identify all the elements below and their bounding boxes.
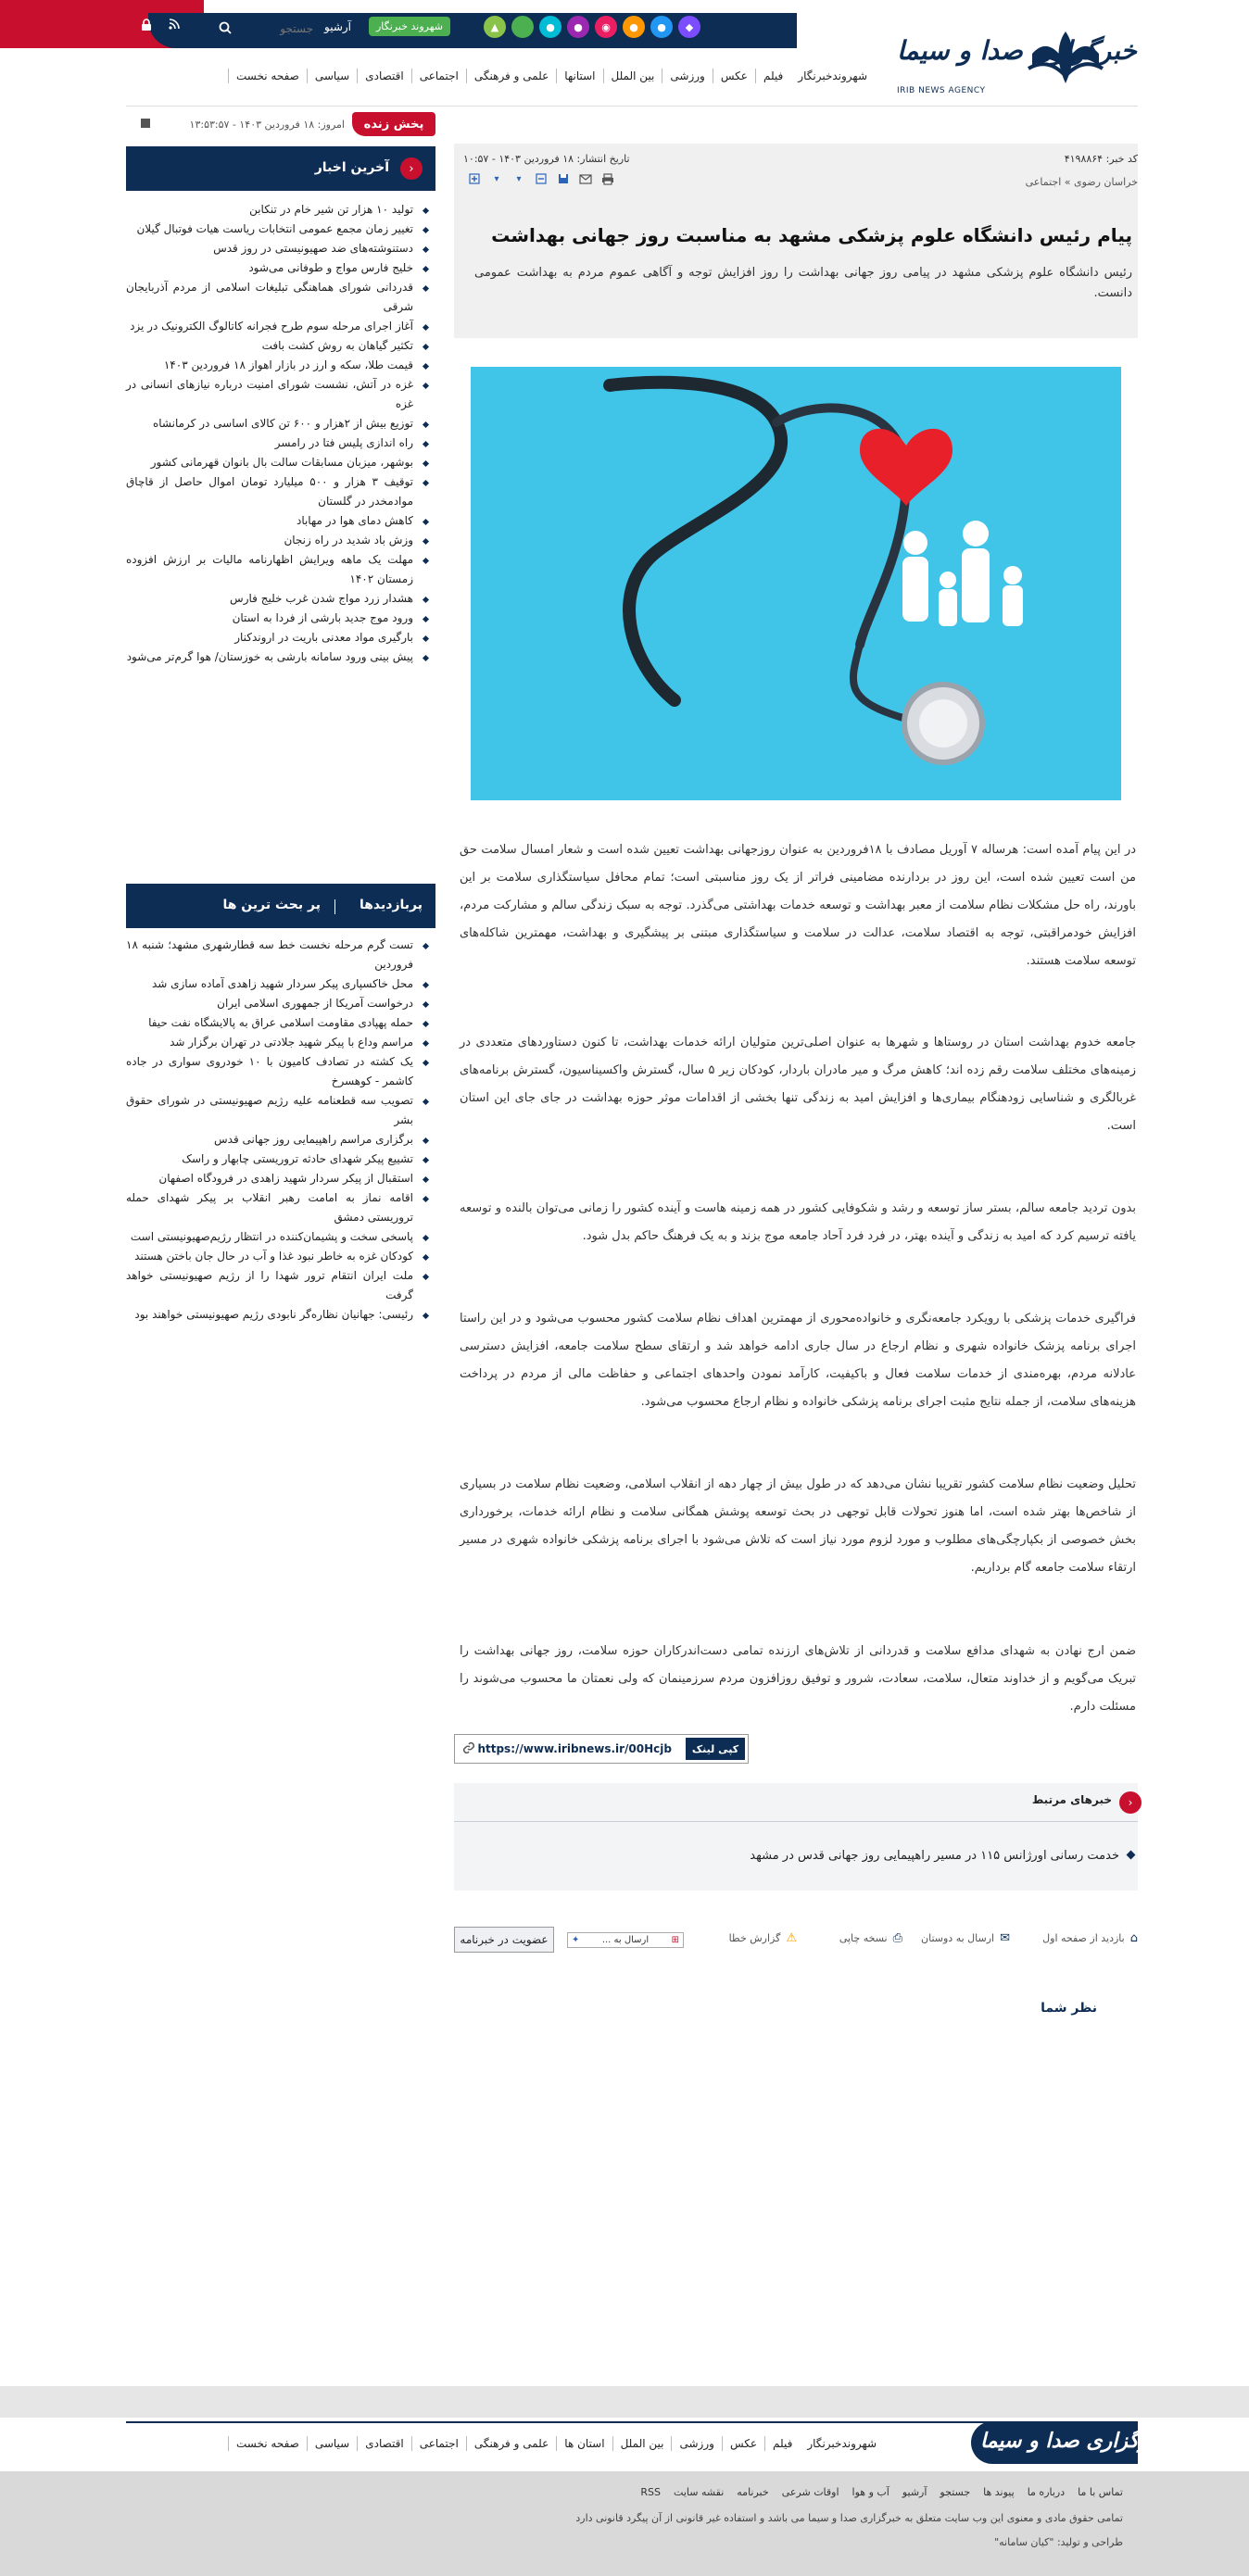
breadcrumb[interactable]: خراسان رضوی » اجتماعی [1025,176,1138,188]
related-divider [454,1821,1138,1822]
plus-icon: ⊞ [671,1935,679,1945]
popular-news-item[interactable]: ملت ایران انتقام ترور شهدا را از رژیم صهیونیستی خواهد گرفت [126,1266,435,1305]
copy-link-button[interactable]: کپی لینک [686,1738,745,1760]
footer-nav-politics[interactable]: سیاسی [307,2436,357,2451]
nav-social[interactable]: اجتماعی [411,69,466,83]
print-version-link[interactable] [839,1931,902,1945]
footer-nav-citizen-reporter[interactable]: شهروندخبرنگار [807,2437,877,2450]
popular-news-item[interactable]: تست گرم مرحله نخست خط سه قطارشهری مشهد؛ شنبه ۱۸ فروردین [126,936,435,974]
home-icon: ⌂ [1129,1931,1138,1945]
footer-design-credit: طراحی و تولید: "کیان سامانه" [994,2536,1123,2548]
nav-provinces[interactable]: استانها [556,69,602,83]
article-title: پیام رئیس دانشگاه علوم پزشکی مشهد به مناسبت روز جهانی بهداشت [491,224,1132,246]
popular-news-item[interactable]: مراسم وداع با پیکر شهید جلادتی در تهران برگزار شد [126,1033,435,1052]
citizen-reporter-button[interactable]: شهروند خبرنگار [369,17,450,36]
latest-news-list [126,200,435,667]
send-to-friends-label: ارسال به دوستان [921,1932,995,1944]
latest-news-item[interactable]: بوشهر، میزبان مسابقات سالت بال بانوان قهرمانی کشور [126,453,435,472]
link-icon[interactable] [462,1741,475,1758]
apple-icon[interactable] [511,16,534,38]
popular-news-item[interactable]: حمله پهپادی مقاومت اسلامی عراق به پالایشگاه نفت حیفا [126,1013,435,1033]
nav-international[interactable]: بین الملل [603,69,662,83]
footer-copyright: تمامی حقوق مادی و معنوی این وب سایت متعلق به خبرگزاری صدا و سیما می باشد و استفاده غیر قانونی از آن پیگرد قانونی دارد [575,2512,1123,2524]
latest-news-item[interactable]: هشدار زرد مواج شدن غرب خلیج فارس [126,589,435,609]
clock-icon [141,119,150,128]
print-version-label: نسخه چاپی [839,1932,888,1944]
app-icon-1[interactable]: ◆ [678,16,700,38]
publish-date: تاریخ انتشار: ۱۸ فروردین ۱۴۰۳ - ۱۰:۵۷ [463,153,630,165]
newsletter-join-button[interactable]: عضویت در خبرنامه [454,1927,554,1953]
article-lead: رئیس دانشگاه علوم پزشکی مشهد در پیامی روز جهانی بهداشت را روز افزایش توجه و آگاهی عموم مردم به بهداشت عمومی دانست. [474,266,1132,300]
latest-news-item[interactable]: آغاز اجرای مرحله سوم طرح فجرانه کاتالوگ الکترونیک در یزد [126,317,435,336]
print-icon[interactable] [600,172,615,185]
footer-links [640,2486,1123,2498]
popular-news-item[interactable]: تشییع پیکر شهدای حادثه تروریستی چابهار و راسک [126,1150,435,1169]
save-icon[interactable] [556,172,571,185]
font-default-icon[interactable]: ▾ [516,173,522,184]
nav-citizen-reporter[interactable]: شهروندخبرنگار [798,69,867,82]
email-icon[interactable] [578,172,593,185]
short-link-box [454,1734,749,1764]
font-size-icon[interactable]: ▾ [494,173,499,184]
article-tools [467,172,615,185]
latest-news-item[interactable]: غزه در آتش، نشست شورای امنیت درباره نیازهای انسانی در غزه [126,375,435,414]
footer-nav-provinces[interactable]: استان ها [556,2436,612,2451]
popular-news-item[interactable]: رئیسی: جهانیان نظاره‌گر نابودی رژیم صهیونیستی خواهند بود [126,1305,435,1325]
nav-sports[interactable]: ورزشی [662,69,712,83]
footer-logo[interactable]: خبرگزاری صدا و سیما [980,2429,1169,2453]
footer-link[interactable]: اوقات شرعی [781,2486,839,2498]
app-icon-5[interactable]: ● [567,16,589,38]
article-paragraph: فراگیری خدمات پزشکی با رویکرد جامعه‌نگری و خانواده‌محوری از مهمترین اهداف نظام سلامت کشور محسوب می‌شود و در این راستا اجرای برنامه پزشک خانواده شهری و نظام ارجاع در سال جاری ادامه خواهد شد و ارتقای سطح سلامت جامعه، افزایش دسترسی عادلانه مردم، بهره‌مندی از خدمات سلامت فعال و باکیفیت، کارآمد نمودن واحدهای اجتماعی و حفاظت مالی از مردم در پرداخت هزینه‌های سلامت، از جمله نتایج مثبت اجرای برنامه پزشکی خانواده و نظام ارجاع محسوب می‌شود. [460,1312,1136,1409]
latest-news-item[interactable]: ورود موج جدید بارشی از فردا به استان [126,609,435,628]
nav-divider [126,106,1138,107]
popular-news-item[interactable]: استقبال از پیکر سردار شهید زاهدی در فرودگاه اصفهان [126,1169,435,1188]
popular-news-item[interactable]: محل خاکسپاری پیکر سردار شهید زاهدی آماده سازی شد [126,974,435,994]
archive-link[interactable]: آرشیو [324,20,352,33]
logo-title[interactable]: خبرگزاری صدا و سیما [897,35,1137,66]
footer-nav-social[interactable]: اجتماعی [411,2436,466,2451]
latest-news-header [126,146,435,191]
footer-link[interactable]: پیوند ها [983,2486,1015,2498]
article-paragraph: ضمن ارج نهادن به شهدای مدافع سلامت و قدردانی از تلاش‌های ارزنده تمامی دست‌اندرکاران حوزه سلامت، روز جهانی بهداشت را تبریک می‌گویم و از خداوند متعال، سلامت، سعادت، شرور و توفیق روزافزون مردم سرزمینمان که ولی نعمتان ما محسوب می‌شوند را مسئلت دارم. [460,1644,1136,1714]
popular-news-item[interactable]: درخواست آمریکا از جمهوری اسلامی ایران [126,994,435,1013]
latest-news-item[interactable]: تکثیر گیاهان به روش کشت بافت [126,336,435,356]
footer-nav [228,2436,884,2451]
search-icon[interactable] [219,20,232,38]
footer-link[interactable]: تماس با ما [1078,2486,1123,2498]
app-icon-4[interactable]: ◉ [595,16,617,38]
nav-politics[interactable]: سیاسی [307,69,357,83]
article-paragraph: بدون تردید جامعه سالم، بستر ساز توسعه و رشد و شکوفایی کشور در همه زمینه هاست و آینده کشور را زمانی می‌توان بالنده و توسعه یافته ترسیم کرد که امید به زندگی و آینده بهتر، در فرد فرد آحاد جامعه موج بزند و به یک فرهنگ حاکم بدل شود. [460,1201,1136,1243]
related-news-item[interactable]: خدمت رسانی اورژانس ۱۱۵ در مسیر راهپیمایی روز جهانی قدس در مشهد [750,1849,1119,1863]
print-icon: ⎙ [892,1931,902,1945]
popular-news-list [126,936,435,1325]
footer-link[interactable]: نقشه سایت [674,2486,725,2498]
short-link-url[interactable]: https://www.iribnews.ir/00Hcjb [477,1742,672,1755]
article-paragraph: در این پیام آمده است: هرساله ۷ آوریل مصادف با ۱۸فروردین به عنوان روزجهانی بهداشت تعیین شده است و شعار امسال سلامت حق من است تعیین شده است، این روز در بردارنده مضامینی فراتر از یک روز مناسبتی است؛ تمام محافل سیاستگذاری سلامت بر این باورند، راه حل مشکلات نظام سلامت از معبر بهداشت و توسعه خدمات بهداشتی می‌گذرد. توجه به سبک زندگی سالم و مشارکت مردم، افزایش خودمراقبتی، توجه به اقتصاد سلامت، عدالت در سلامت و سیاستگذاری مبتنی بر پیشگیری و بهداشت، مهمترین شاکله‌های توسعه سلامت هستند. [460,843,1137,968]
popular-news-item[interactable]: پاسخی سخت و پشیمان‌کننده در انتظار رژیم‌صهیونیستی است [126,1227,435,1247]
popular-news-item[interactable]: تصویب سه قطعنامه علیه رژیم صهیونیستی در شورای حقوق بشر [126,1091,435,1130]
live-stream-button[interactable]: پخش زنده [352,112,435,136]
popular-news-item[interactable]: کودکان غزه به خاطر نبود غذا و آب در حال جان باختن هستند [126,1247,435,1266]
report-error-label: گزارش خطا [728,1932,781,1944]
footer-link[interactable]: خبرنامه [737,2486,769,2498]
latest-news-item[interactable]: وزش باد شدید در راه زنجان [126,531,435,550]
footer-link[interactable]: جستجو [940,2486,971,2498]
home-page-label: بازدید از صفحه اول [1042,1932,1125,1944]
article-image [471,367,1121,800]
app-icon-6[interactable]: ● [539,16,561,38]
logo-subtitle: IRIB NEWS AGENCY [897,86,986,95]
latest-news-item[interactable]: راه اندازی پلیس فتا در رامسر [126,434,435,453]
latest-news-title: آخرین اخبار [314,160,389,175]
footer-nav-science-culture[interactable]: علمی و فرهنگی [466,2436,556,2451]
latest-news-item[interactable]: خلیج فارس مواج و طوفانی می‌شود [126,258,435,278]
android-icon[interactable]: ▲ [484,16,506,38]
popular-news-item[interactable]: برگزاری مراسم راهپیمایی روز جهانی قدس [126,1130,435,1150]
footer-link[interactable]: RSS [640,2486,662,2498]
lock-icon[interactable] [139,17,154,31]
top-utility-icons [139,17,182,31]
news-code: کد خبر: ۴۱۹۸۸۶۴ [1064,153,1138,165]
main-nav [228,69,875,83]
footer-nav-home[interactable]: صفحه نخست [228,2436,307,2451]
footer-nav-photo[interactable]: عکس [722,2436,764,2451]
app-icon-3[interactable]: ● [623,16,645,38]
popular-news-item[interactable]: اقامه نماز به امامت رهبر انقلاب بر پیکر شهدای حمله تروریستی دمشق [126,1188,435,1227]
nav-photo[interactable]: عکس [713,69,755,83]
font-decrease-icon[interactable] [534,172,549,185]
article-paragraph: جامعه خدوم بهداشت استان در روستاها و شهرها به عنوان اصلی‌ترین متولیان ارائه خدمات بهداشت، تا کنون دستاوردهای متعددی در زمینه‌های مختلف سلامت رقم زده اند؛ کاهش مرگ و میر مادران باردار، کودکان زیر ۵ سال، گسترش واکسیناسیون، گسترش برنامه‌های غربالگری و شناسایی زودهنگام بیماری‌ها و افزایش امید به زندگی تنها بخشی از اقدامات موثر حوزه بهداشت در جای جای این استان است. [460,1036,1136,1133]
today-date: امروز: ۱۸ فروردین ۱۴۰۳ - ۱۳:۵۳:۵۷ [189,119,345,131]
chevron-left-icon: ‹ [1119,1791,1142,1814]
font-increase-icon[interactable] [467,172,482,185]
app-icon-2[interactable]: ● [650,16,673,38]
warning-icon: ⚠ [786,1931,797,1945]
footer-nav-economy[interactable]: اقتصادی [357,2436,411,2451]
nav-economy[interactable]: اقتصادی [357,69,411,83]
article-paragraph: تحلیل وضعیت نظام سلامت کشور تقریبا نشان می‌دهد که در طول بیش از چهار دهه از انقلاب اسلامی، وضعیت نظام سلامت در بسیاری از شاخص‌ها بهتر شده است، اما هنوز تحولات قابل توجهی در بحث توسعه پوشش همگانی سلامت و نظام ارائه خدمات، برخورداری بخش خصوصی از بکپارچگی‌های مطلوب و مورد لزوم مورد نیاز است که تلاش می‌شود با اجرای برنامه پزشکی خانواده شهری در مسیر ارتقاء سلامت جامعه گام برداریم. [460,1477,1136,1575]
comment-section-title: نظر شما [1041,2001,1097,2016]
latest-news-item[interactable]: قدردانی شورای هماهنگی تبلیغات اسلامی از مردم آذربایجان شرقی [126,278,435,317]
nav-video[interactable]: فیلم [755,69,790,83]
latest-news-item[interactable]: کاهش دمای هوا در مهاباد [126,511,435,531]
app-icons [484,16,700,38]
nav-home[interactable]: صفحه نخست [228,69,307,83]
latest-news-item[interactable]: مهلت یک ماهه ویرایش اظهارنامه مالیات بر ارزش افزوده زمستان ۱۴۰۲ [126,550,435,589]
home-page-link[interactable] [1042,1931,1138,1945]
rss-icon[interactable] [167,17,182,31]
footer-link[interactable]: آرشیو [902,2486,927,2498]
footer-nav-video[interactable]: فیلم [764,2436,800,2451]
footer-link[interactable]: آب و هوا [852,2486,889,2498]
search-input[interactable] [248,19,313,39]
send-to-friends-link[interactable] [921,1931,1010,1945]
envelope-icon: ✉ [1000,1931,1010,1945]
latest-news-item[interactable]: تولید ۱۰ هزار تن شیر خام در تنکابن [126,200,435,220]
stethoscope-family-illustration [471,367,1121,800]
tab-most-viewed[interactable]: پربازدیدها [359,898,423,912]
latest-news-item[interactable]: توقیف ۳ هزار و ۵۰۰ میلیارد تومان اموال حاصل از قاچاق موادمخدر در گلستان [126,472,435,511]
popular-tabs [126,884,435,928]
tab-separator [334,899,335,914]
share-to-label: ارسال به ... [601,1935,650,1945]
footer-nav-international[interactable]: بین الملل [612,2436,672,2451]
share-to-widget[interactable] [567,1932,684,1948]
related-news-title: خبرهای مرتبط [1031,1793,1112,1806]
footer-nav-sports[interactable]: ورزشی [671,2436,721,2451]
report-error-link[interactable] [729,1931,797,1945]
latest-news-item[interactable]: بارگیری مواد معدنی باریت در اروندکنار [126,628,435,647]
share-icon: ✦ [572,1935,580,1945]
latest-news-item[interactable]: قیمت طلا، سکه و ارز در بازار اهواز ۱۸ فروردین ۱۴۰۳ [126,356,435,375]
nav-science-culture[interactable]: علمی و فرهنگی [466,69,556,83]
latest-news-item[interactable]: دستنوشته‌های ضد صهیونیستی در روز قدس [126,239,435,258]
popular-news-item[interactable]: یک کشته در تصادف کامیون با ۱۰ خودروی سواری در جاده کاشمر - کوهسرخ [126,1052,435,1091]
latest-news-item[interactable]: توزیع بیش از ۲هزار و ۶۰۰ تن کالای اساسی در کرمانشاه [126,414,435,434]
tab-most-discussed[interactable]: پر بحث ترین ها [222,898,321,912]
latest-news-item[interactable]: پیش بینی ورود سامانه بارشی به خوزستان/ هوا گرم‌تر می‌شود [126,647,435,667]
latest-news-item[interactable]: تغییر زمان مجمع عمومی انتخابات ریاست هیات فوتبال گیلان [126,220,435,239]
chevron-left-icon[interactable]: ‹ [400,157,423,180]
footer-link[interactable]: درباره ما [1027,2486,1066,2498]
